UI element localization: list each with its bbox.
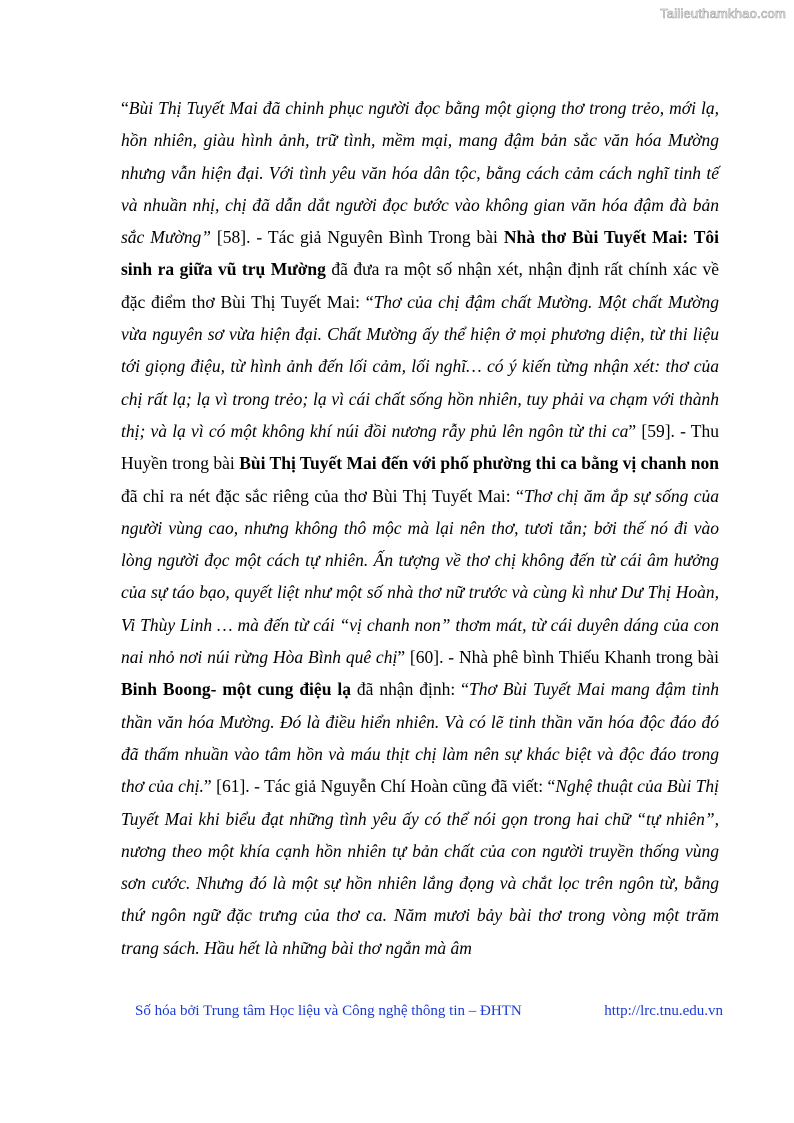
watermark: Tailieuthamkhao.com [660, 6, 786, 21]
text-3-ref: ” [60]. - Nhà phê bình Thiếu Khanh trong bài [397, 647, 720, 668]
article-title-2: Bùi Thị Tuyết Mai đến với phố phường thi ca bằng vị chanh non [239, 453, 719, 474]
text-1: [58]. - Tác giả Nguyên Bình Trong bài [210, 227, 504, 248]
article-title-3: Binh Boong- một cung điệu lạ [121, 679, 351, 700]
quote-1: Bùi Thị Tuyết Mai đã chinh phục người đọc bằng một giọng thơ trong trẻo, mới lạ, hồn nhiên, giàu hình ảnh, trữ tình, mềm mại, mang đậm bản sắc văn hóa Mường nhưng vẫn hiện đại. Với tình yêu văn hóa dân tộc, bằng cách cảm cách nghĩ tinh tế và nhuần nhị, chị đã dẫn dắt người đọc bước vào không gian văn hóa đậm đà bản sắc Mường” [121, 98, 719, 248]
text-2: đã đưa ra một số nhận xét, nhận định rất chính xác về đặc điểm thơ Bùi Thị Tuyết Mai: “ [121, 259, 719, 312]
text-3: đã chỉ ra nét đặc sắc riêng của thơ Bùi Thị Tuyết Mai: “ [121, 485, 524, 506]
body-paragraph [121, 92, 719, 964]
footer-url[interactable]: http://lrc.tnu.edu.vn [604, 1003, 723, 1019]
quote-2: Thơ của chị đậm chất Mường. Một chất Mường vừa nguyên sơ vừa hiện đại. Chất Mường ấy thể hiện ở mọi phương diện, từ thi liệu tới giọng điệu, từ hình ảnh đến lối cảm, lối nghĩ… có ý kiến từng nhận xét: thơ của chị rất lạ; lạ vì trong trẻo; lạ vì cái chất sống hồn nhiên, tuy phải va chạm với thành thị; và lạ vì có một không khí núi đồi nương rẫy phủ lên ngôn từ thi ca [121, 291, 719, 441]
article-title-1: Nhà thơ Bùi Tuyết Mai: Tôi sinh ra giữa vũ trụ Mường [121, 227, 720, 280]
quote-3: Thơ chị ăm ắp sự sống của người vùng cao, nhưng không thô mộc mà lại nên thơ, tươi tắn; bởi thế nó đi vào lòng người đọc một cách tự nhiên. Ấn tượng về thơ chị không đến từ cái âm hưởng của sự táo bạo, quyết liệt như một số nhà thơ nữ trước và cùng kì như Dư Thị Hoàn, Vi Thùy Linh … mà đến từ cái “vị chanh non” thơm mát, từ cái duyên dáng của con nai nhỏ nơi núi rừng Hòa Bình quê chị [121, 485, 719, 668]
open-quote: “ [121, 98, 129, 118]
text-2-ref: ” [59]. - Thu Huyền trong bài [121, 420, 719, 474]
text-4-ref: ” [61]. - Tác giả Nguyễn Chí Hoàn cũng đã viết: “ [203, 776, 556, 797]
footer-credit: Số hóa bởi Trung tâm Học liệu và Công nghệ thông tin – ĐHTN [135, 1003, 522, 1019]
quote-5: Nghệ thuật của Bùi Thị Tuyết Mai khi biểu đạt những tình yêu ấy có thể nói gọn trong hai chữ “tự nhiên”, nương theo một khía cạnh hồn nhiên tự bản chất của con người truyền thống vùng sơn cước. Nhưng đó là một sự hồn nhiên lắng đọng và chắt lọc trên ngôn từ, bằng thứ ngôn ngữ đặc trưng của thơ ca. Năm mươi bảy bài thơ trong vòng một trăm trang sách. Hầu hết là những bài thơ ngắn mà âm [121, 776, 719, 958]
text-4: đã nhận định: “ [350, 679, 469, 700]
quote-4: Thơ Bùi Tuyết Mai mang đậm tinh thần văn hóa Mường. Đó là điều hiển nhiên. Và có lẽ tinh thần văn hóa độc đáo đó đã thấm nhuần vào tâm hồn và máu thịt chị làm nên sự khác biệt và độc đáo trong thơ của chị. [121, 679, 720, 797]
